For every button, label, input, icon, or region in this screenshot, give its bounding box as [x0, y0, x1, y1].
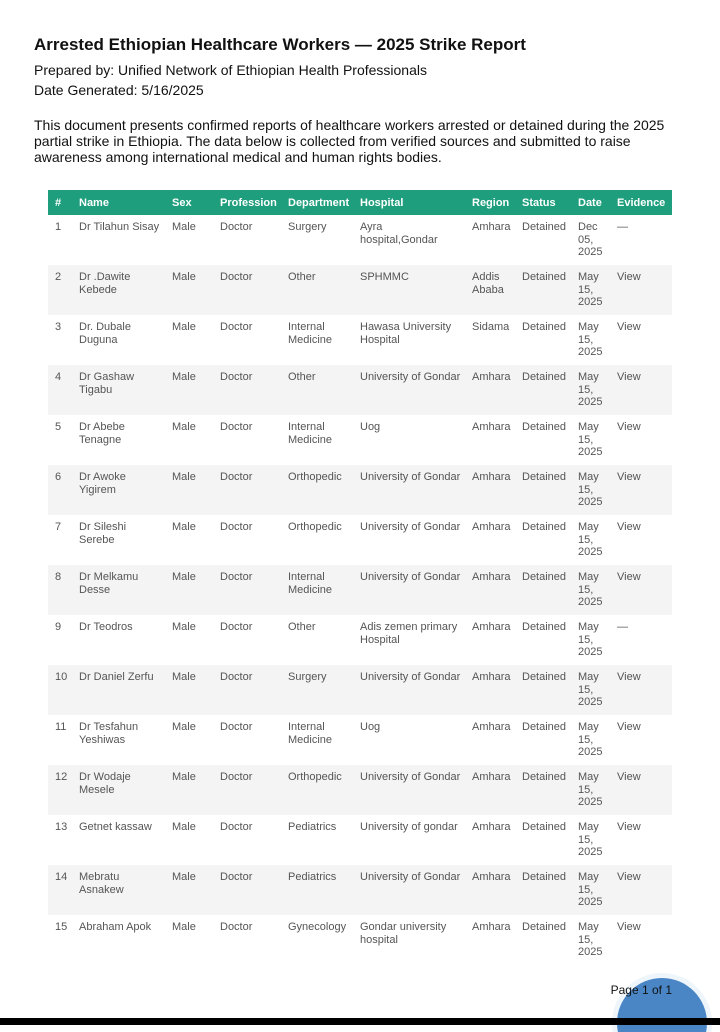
cell-status: Detained: [515, 365, 571, 415]
cell-date: May 15, 2025: [571, 865, 610, 915]
cell-hospital: SPHMMC: [353, 265, 465, 315]
cell-sex: Male: [172, 421, 196, 433]
cell-profession: Doctor: [220, 521, 253, 533]
cell-sex: Male: [165, 365, 213, 415]
cell-sex: Male: [165, 765, 213, 815]
cell-region: Amhara: [465, 465, 515, 515]
cell-region: Amhara: [472, 421, 511, 433]
cell-department: Pediatrics: [281, 865, 353, 915]
cell-sex: Male: [165, 565, 213, 615]
cell-name: Dr Gashaw Tigabu: [72, 365, 165, 415]
cell-region: Sidama: [472, 321, 510, 333]
cell-profession: Doctor: [213, 465, 281, 515]
table-row: [48, 865, 672, 915]
cell-name: Dr Melkamu Desse: [72, 565, 165, 615]
cell-sex: Male: [172, 521, 196, 533]
cell-department: Other: [288, 621, 316, 633]
cell-status: Detained: [515, 665, 571, 715]
table-row: [48, 715, 672, 765]
evidence-view-link[interactable]: View: [617, 921, 641, 933]
cell-profession: Doctor: [213, 565, 281, 615]
cell-date: May 15, 2025: [578, 421, 603, 458]
cell-status: Detained: [522, 521, 567, 533]
cell-name: Abraham Apok: [79, 921, 152, 933]
intro-paragraph: This document presents confirmed reports of healthcare workers arrested or detained during the 2025 partial strike in Ethiopia. The data below is collected from verified sources and submitted to raise awareness among international medical and human rights bodies.: [34, 117, 665, 165]
cell-region: Amhara: [465, 765, 515, 815]
cell-hospital: Ayra hospital,Gondar: [360, 221, 438, 246]
cell-department: Other: [281, 265, 353, 315]
cell-index: 4: [48, 365, 72, 415]
table-row: [48, 615, 672, 665]
page-title: Arrested Ethiopian Healthcare Workers — 2025 Strike Report: [34, 35, 526, 54]
cell-index: 5: [55, 421, 62, 433]
cell-name: Dr Tilahun Sisay: [79, 221, 160, 233]
cell-index: 14: [48, 865, 72, 915]
column-header-profession: Profession: [213, 190, 281, 215]
evidence-view-link[interactable]: View: [617, 321, 641, 333]
cell-index: 3: [55, 321, 62, 333]
cell-status: Detained: [522, 221, 567, 233]
cell-name: Dr Daniel Zerfu: [72, 665, 165, 715]
table-header-row: [48, 190, 672, 215]
cell-name: Mebratu Asnakew: [72, 865, 165, 915]
cell-status: Detained: [522, 821, 567, 833]
cell-sex: Male: [172, 621, 196, 633]
date-generated: Date Generated: 5/16/2025: [34, 82, 204, 98]
column-header-date: Date: [571, 190, 610, 215]
cell-index: 6: [48, 465, 72, 515]
cell-sex: Male: [165, 665, 213, 715]
table-row: [48, 265, 672, 315]
evidence-view-link[interactable]: View: [610, 265, 672, 315]
column-header-status: Status: [515, 190, 571, 215]
evidence-view-link[interactable]: View: [617, 421, 641, 433]
cell-status: Detained: [522, 721, 567, 733]
cell-sex: Male: [172, 721, 196, 733]
cell-hospital: Uog: [360, 421, 381, 433]
cell-profession: Doctor: [220, 821, 253, 833]
column-header-name: Name: [72, 190, 165, 215]
cell-department: Gynecology: [288, 921, 347, 933]
cell-status: Detained: [522, 921, 567, 933]
cell-region: Amhara: [472, 621, 511, 633]
table-row: [48, 765, 672, 815]
cell-date: May 15, 2025: [571, 465, 610, 515]
cell-evidence: —: [617, 221, 628, 233]
cell-profession: Doctor: [213, 865, 281, 915]
cell-region: Amhara: [465, 865, 515, 915]
column-header-sex: Sex: [165, 190, 213, 215]
cell-hospital: University of Gondar: [353, 765, 465, 815]
page-number: Page 1 of 1: [610, 983, 672, 997]
column-header-region: Region: [465, 190, 515, 215]
cell-department: Internal Medicine: [281, 565, 353, 615]
column-header-evidence: Evidence: [610, 190, 672, 215]
cell-hospital: Gondar university hospital: [360, 921, 447, 946]
evidence-view-link[interactable]: View: [610, 765, 672, 815]
cell-date: May 15, 2025: [578, 921, 603, 958]
cell-name: Dr. Dubale Duguna: [79, 321, 131, 346]
cell-index: 12: [48, 765, 72, 815]
cell-date: May 15, 2025: [571, 365, 610, 415]
cell-department: Orthopedic: [281, 765, 353, 815]
cell-profession: Doctor: [220, 221, 253, 233]
cell-hospital: Hawasa University Hospital: [360, 321, 452, 346]
column-header-index: #: [48, 190, 72, 215]
cell-hospital: University of Gondar: [360, 521, 461, 533]
evidence-view-link[interactable]: View: [617, 821, 641, 833]
cell-date: May 15, 2025: [571, 565, 610, 615]
cell-status: Detained: [515, 865, 571, 915]
cell-name: Dr Sileshi Serebe: [79, 521, 127, 546]
cell-index: 1: [55, 221, 62, 233]
cell-date: Dec 05, 2025: [578, 221, 603, 258]
cell-department: Internal Medicine: [288, 421, 333, 446]
cell-date: May 15, 2025: [571, 765, 610, 815]
cell-department: Orthopedic: [281, 465, 353, 515]
evidence-view-link[interactable]: View: [617, 521, 641, 533]
cell-profession: Doctor: [220, 721, 253, 733]
cell-profession: Doctor: [213, 765, 281, 815]
cell-profession: Doctor: [220, 921, 253, 933]
cell-date: May 15, 2025: [571, 265, 610, 315]
cell-sex: Male: [165, 465, 213, 515]
table-row: [48, 365, 672, 415]
cell-region: Addis Ababa: [465, 265, 515, 315]
cell-index: 8: [48, 565, 72, 615]
table-row: [48, 315, 672, 365]
cell-department: Surgery: [288, 221, 327, 233]
cell-status: Detained: [522, 421, 567, 433]
cell-department: Internal Medicine: [288, 321, 333, 346]
evidence-view-link[interactable]: View: [610, 365, 672, 415]
cell-name: Getnet kassaw: [79, 821, 152, 833]
cell-profession: Doctor: [220, 321, 253, 333]
cell-region: Amhara: [465, 665, 515, 715]
evidence-view-link[interactable]: View: [610, 465, 672, 515]
table-row: [48, 215, 672, 265]
cell-status: Detained: [515, 265, 571, 315]
table-row: [48, 815, 672, 865]
cell-profession: Doctor: [220, 621, 253, 633]
cell-hospital: University of Gondar: [353, 565, 465, 615]
cell-index: 7: [55, 521, 62, 533]
cell-name: Dr Abebe Tenagne: [79, 421, 125, 446]
cell-hospital: University of Gondar: [353, 665, 465, 715]
arrest-records-table: [48, 190, 672, 965]
cell-status: Detained: [515, 465, 571, 515]
cell-date: May 15, 2025: [571, 665, 610, 715]
cell-hospital: University of Gondar: [353, 465, 465, 515]
bottom-bar: [0, 1018, 720, 1025]
cell-status: Detained: [515, 765, 571, 815]
cell-region: Amhara: [472, 821, 511, 833]
cell-sex: Male: [172, 221, 196, 233]
cell-region: Amhara: [472, 521, 511, 533]
cell-region: Amhara: [472, 921, 511, 933]
cell-department: Surgery: [281, 665, 353, 715]
cell-hospital: University of gondar: [360, 821, 458, 833]
cell-hospital: Uog: [360, 721, 381, 733]
cell-hospital: University of Gondar: [353, 865, 465, 915]
column-header-department: Department: [281, 190, 353, 215]
cell-profession: Doctor: [220, 421, 253, 433]
cell-department: Internal Medicine: [288, 721, 333, 746]
evidence-view-link[interactable]: View: [610, 665, 672, 715]
cell-profession: Doctor: [213, 365, 281, 415]
cell-profession: Doctor: [213, 265, 281, 315]
evidence-view-link[interactable]: View: [610, 565, 672, 615]
cell-date: May 15, 2025: [578, 621, 603, 658]
cell-name: Dr Awoke Yigirem: [72, 465, 165, 515]
evidence-view-link[interactable]: View: [617, 721, 641, 733]
column-header-hospital: Hospital: [353, 190, 465, 215]
table-row: [48, 565, 672, 615]
cell-region: Amhara: [472, 721, 511, 733]
cell-region: Amhara: [465, 365, 515, 415]
cell-department: Orthopedic: [288, 521, 342, 533]
cell-evidence: —: [617, 621, 628, 633]
cell-index: 13: [55, 821, 68, 833]
table-row: [48, 665, 672, 715]
table-row: [48, 515, 672, 565]
cell-date: May 15, 2025: [578, 721, 603, 758]
cell-name: Dr .Dawite Kebede: [72, 265, 165, 315]
cell-name: Dr Wodaje Mesele: [72, 765, 165, 815]
cell-status: Detained: [515, 565, 571, 615]
cell-date: May 15, 2025: [578, 321, 603, 358]
cell-status: Detained: [522, 321, 567, 333]
cell-date: May 15, 2025: [578, 521, 603, 558]
cell-name: Dr Tesfahun Yeshiwas: [79, 721, 139, 746]
cell-index: 10: [48, 665, 72, 715]
cell-sex: Male: [165, 265, 213, 315]
cell-hospital: Adis zemen primary Hospital: [360, 621, 458, 646]
cell-department: Other: [281, 365, 353, 415]
cell-profession: Doctor: [213, 665, 281, 715]
cell-sex: Male: [172, 921, 196, 933]
cell-index: 15: [55, 921, 68, 933]
cell-index: 2: [48, 265, 72, 315]
evidence-view-link[interactable]: View: [610, 865, 672, 915]
cell-status: Detained: [522, 621, 567, 633]
cell-sex: Male: [172, 321, 196, 333]
cell-department: Pediatrics: [288, 821, 337, 833]
cell-index: 11: [55, 721, 67, 733]
cell-region: Amhara: [472, 221, 511, 233]
cell-sex: Male: [172, 821, 196, 833]
cell-index: 9: [55, 621, 62, 633]
cell-sex: Male: [165, 865, 213, 915]
prepared-by: Prepared by: Unified Network of Ethiopian Health Professionals: [34, 62, 427, 78]
table-row: [48, 915, 672, 965]
table-row: [48, 465, 672, 515]
cell-date: May 15, 2025: [578, 821, 603, 858]
cell-region: Amhara: [465, 565, 515, 615]
table-row: [48, 415, 672, 465]
cell-hospital: University of Gondar: [353, 365, 465, 415]
cell-name: Dr Teodros: [79, 621, 133, 633]
